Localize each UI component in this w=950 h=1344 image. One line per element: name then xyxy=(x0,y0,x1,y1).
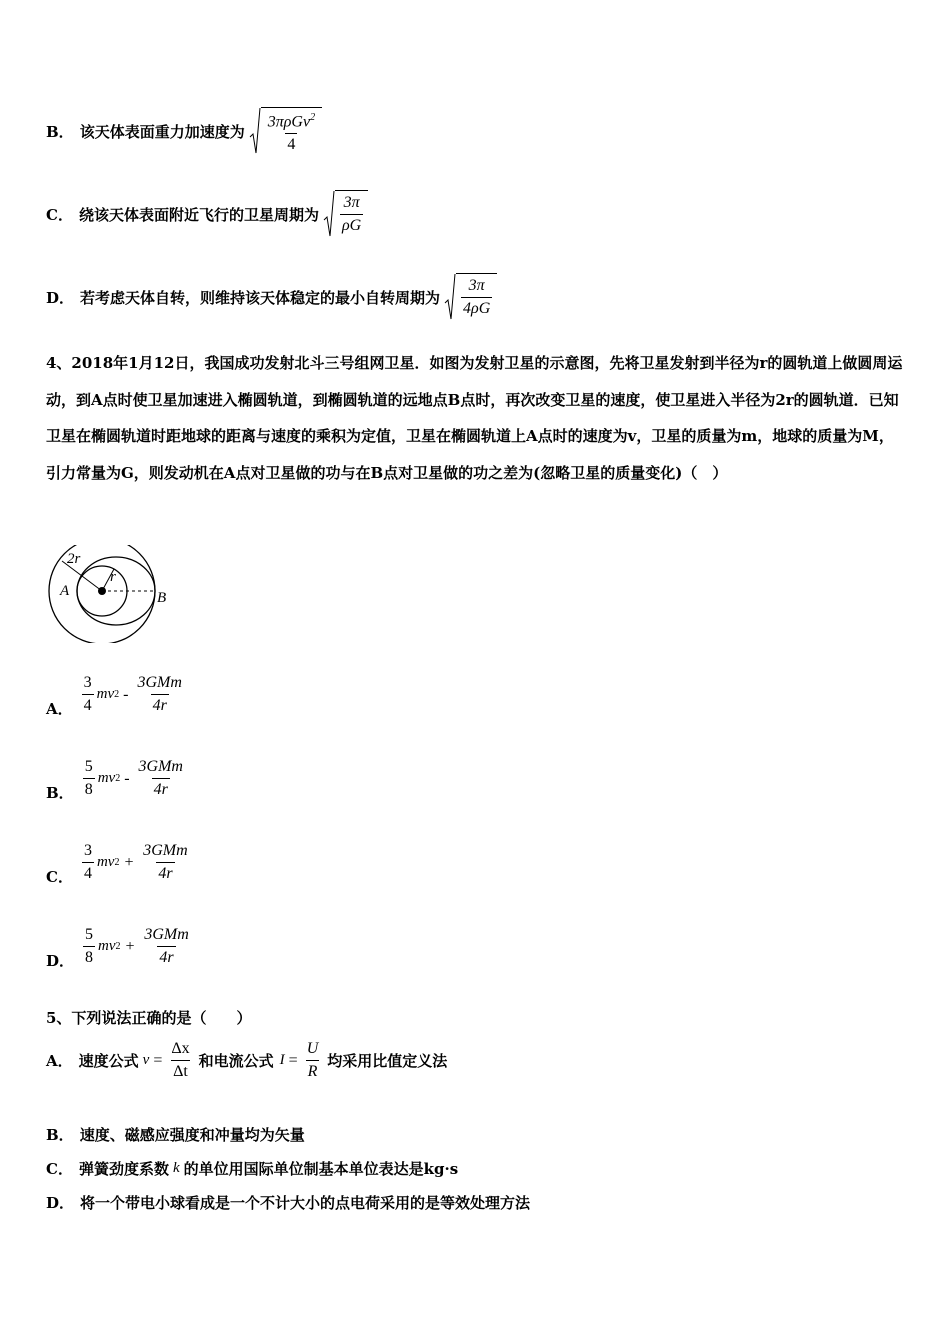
option-expression: $\frac{3}{4}$ mv 2 - $\frac{\text{3GMm}}{4r}$ xyxy=(83,674,182,714)
fraction: $\frac{3\pi\rho Gv^2}{4}$ xyxy=(267,111,316,154)
label-r: r xyxy=(110,569,116,585)
option-label: B． xyxy=(46,122,74,141)
option-label: B． xyxy=(46,1126,74,1144)
orbit-diagram xyxy=(44,545,174,643)
option-expression: $\frac{5}{8}$ mv 2 - $\frac{\text{3GMm}}{4r}$ xyxy=(84,758,183,798)
label-b: B xyxy=(157,590,167,606)
option-label: D． xyxy=(46,952,75,970)
option-text: 绕该天体表面附近飞行的卫星周期为 xyxy=(78,205,319,224)
radical-sign xyxy=(444,273,456,321)
prev-option-b xyxy=(46,107,322,155)
option-label: C． xyxy=(46,868,73,886)
q4-option-c xyxy=(46,838,193,887)
option-label: C． xyxy=(46,205,73,224)
prev-option-d xyxy=(46,273,497,321)
label-2r: 2r xyxy=(67,551,81,567)
radical-sign xyxy=(249,107,261,155)
current-fraction: $\frac{U}{R}$ xyxy=(306,1040,319,1080)
fraction: $\frac{3\pi}{4\rho G}$ xyxy=(463,277,491,317)
option-expression: $\frac{3}{4}$ mv 2 + $\frac{\text{3GMm}}{4r}$ xyxy=(83,842,188,882)
question-5-stem: 5、下列说法正确的是（ ） xyxy=(46,1009,252,1027)
option-text: 该天体表面重力加速度为 xyxy=(79,122,245,141)
sqrt-expression xyxy=(323,190,368,238)
option-text: 若考虑天体自转，则维持该天体稳定的最小自转周期为 xyxy=(80,288,441,307)
q5-option-b: B． 速度、磁感应强度和冲量均为矢量 xyxy=(46,1126,305,1144)
label-a: A xyxy=(60,583,70,599)
q5-option-a: A． 速度公式 v = $\frac{\Delta x}{\Delta t}$ 和电流公式 I = $\frac{U}{R}$ 均采用比值定义法 xyxy=(46,1040,448,1080)
earth-dot xyxy=(98,587,106,595)
option-label: B． xyxy=(46,784,74,802)
option-label: D． xyxy=(46,288,75,307)
q4-option-a xyxy=(46,670,187,719)
radical-sign xyxy=(323,190,335,238)
velocity-fraction: $\frac{\Delta x}{\Delta t}$ xyxy=(171,1040,190,1080)
option-expression: $\frac{5}{8}$ mv 2 + $\frac{\text{3GMm}}{4r}$ xyxy=(85,926,189,966)
prev-option-c xyxy=(46,190,368,238)
q5-option-c: C． 弹簧劲度系数 k 的单位用国际单位制基本单位表达是kg·s xyxy=(46,1160,459,1178)
sqrt-expression xyxy=(444,273,497,321)
q5-option-d: D． 将一个带电小球看成是一个不计大小的点电荷采用的是等效处理方法 xyxy=(46,1194,531,1212)
option-label: A． xyxy=(46,700,73,718)
option-label: C． xyxy=(46,1160,73,1178)
fraction: $\frac{3\pi}{\rho G}$ xyxy=(341,194,362,234)
sqrt-expression xyxy=(249,107,322,155)
question-4-stem: 4、2018年1月12日，我国成功发射北斗三号组网卫星．如图为发射卫星的示意图，先将卫星发射到半径为r的圆轨道上做圆周运动，到A点时使卫星加速进入椭圆轨道，到椭圆轨道的远地点B点时，再次改变卫星的速度，使卫星进入半径为2r的圆轨道．已知卫星在椭圆轨道时距地球的距离与速度的乘积为定值，卫星在椭圆轨道上A点时的速度为v，卫星的质量为m，地球的质量为M，引力常量为G，则发动机在A点对卫星做的功与在B点对卫星做的功之差为(忽略卫星的质量变化)（ ） xyxy=(46,354,903,482)
option-label: D． xyxy=(46,1194,75,1212)
q4-option-b xyxy=(46,754,188,803)
q4-option-d xyxy=(46,922,194,971)
option-label: A． xyxy=(46,1052,73,1070)
